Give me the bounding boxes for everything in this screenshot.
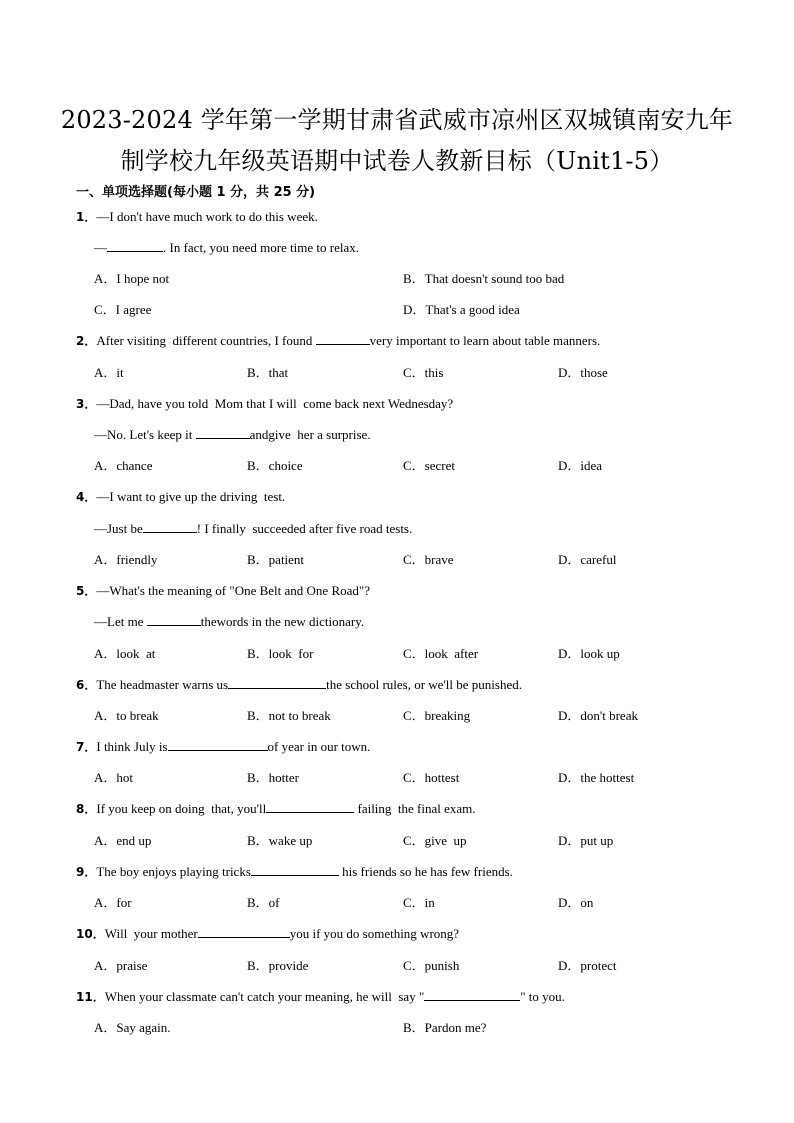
question-5: 5．—What's the meaning of "One Belt and One Road"? — [76, 583, 370, 598]
option-8a: A．end up — [94, 833, 152, 848]
option-5c: C．look after — [403, 646, 479, 661]
option-3b: B．choice — [247, 458, 303, 473]
question-2: 2．After visiting different countries, I found very important to learn about table manners. — [76, 333, 601, 348]
exam-title-line-1: 2023-2024 学年第一学期甘肃省武威市凉州区双城镇南安九年 — [60, 106, 734, 134]
option-5d: D．look up — [558, 646, 620, 661]
option-10b: B．provide — [247, 958, 309, 973]
option-7d: D．the hottest — [558, 770, 635, 785]
option-4c: C．brave — [403, 552, 454, 567]
question-7: 7．I think July is of year in our town. — [76, 739, 371, 754]
option-5a: A．look at — [94, 646, 156, 661]
option-11b: B．Pardon me? — [403, 1020, 487, 1035]
option-6a: A．to break — [94, 708, 159, 723]
option-2a: A．it — [94, 365, 124, 380]
option-3c: C．secret — [403, 458, 455, 473]
option-9b: B．of — [247, 895, 280, 910]
question-11: 11．When your classmate can't catch your meaning, he will say " " to you. — [76, 989, 565, 1004]
option-5b: B．look for — [247, 646, 314, 661]
question-1-reply: — . In fact, you need more time to relax. — [94, 240, 360, 255]
option-2b: B．that — [247, 365, 289, 380]
option-1d: D．That's a good idea — [403, 302, 520, 317]
option-6d: D．don't break — [558, 708, 638, 723]
option-3d: D．idea — [558, 458, 603, 473]
section-heading: 一、单项选择题(每小题 1 分，共 25 分) — [76, 185, 316, 200]
question-3: 3．—Dad, have you told Mom that I will come back next Wednesday? — [76, 396, 454, 411]
option-4a: A．friendly — [94, 552, 158, 567]
option-7c: C．hottest — [403, 770, 460, 785]
option-2d: D．those — [558, 365, 608, 380]
option-10a: A．praise — [94, 958, 148, 973]
question-6: 6．The headmaster warns us the school rules, or we'll be punished. — [76, 677, 522, 692]
option-2c: C．this — [403, 365, 444, 380]
option-4b: B．patient — [247, 552, 305, 567]
question-9: 9．The boy enjoys playing tricks his friends so he has few friends. — [76, 864, 513, 879]
exam-title-line-2: 制学校九年级英语期中试卷人教新目标（Unit1-5） — [120, 147, 674, 175]
question-10: 10．Will your mother you if you do something wrong? — [76, 926, 460, 941]
option-11a: A．Say again. — [94, 1020, 171, 1035]
option-6c: C．breaking — [403, 708, 471, 723]
question-8: 8．If you keep on doing that, you'll failing the final exam. — [76, 801, 476, 816]
option-10c: C．punish — [403, 958, 460, 973]
option-1c: C．I agree — [94, 302, 152, 317]
question-5-reply: —Let me thewords in the new dictionary. — [94, 614, 365, 629]
option-6b: B．not to break — [247, 708, 331, 723]
option-9a: A．for — [94, 895, 132, 910]
option-7a: A．hot — [94, 770, 134, 785]
option-8c: C．give up — [403, 833, 467, 848]
option-8b: B．wake up — [247, 833, 313, 848]
option-4d: D．careful — [558, 552, 617, 567]
option-1a: A．I hope not — [94, 271, 170, 286]
option-3a: A．chance — [94, 458, 153, 473]
option-7b: B．hotter — [247, 770, 299, 785]
question-4-reply: —Just be ! I finally succeeded after five road tests. — [94, 521, 413, 536]
option-1b: B．That doesn't sound too bad — [403, 271, 565, 286]
question-1: 1．—I don't have much work to do this week. — [76, 209, 318, 224]
question-4: 4．—I want to give up the driving test. — [76, 489, 286, 504]
option-9d: D．on — [558, 895, 594, 910]
question-3-reply: —No. Let's keep it andgive her a surprise. — [94, 427, 371, 442]
option-10d: D．protect — [558, 958, 617, 973]
option-9c: C．in — [403, 895, 435, 910]
option-8d: D．put up — [558, 833, 614, 848]
